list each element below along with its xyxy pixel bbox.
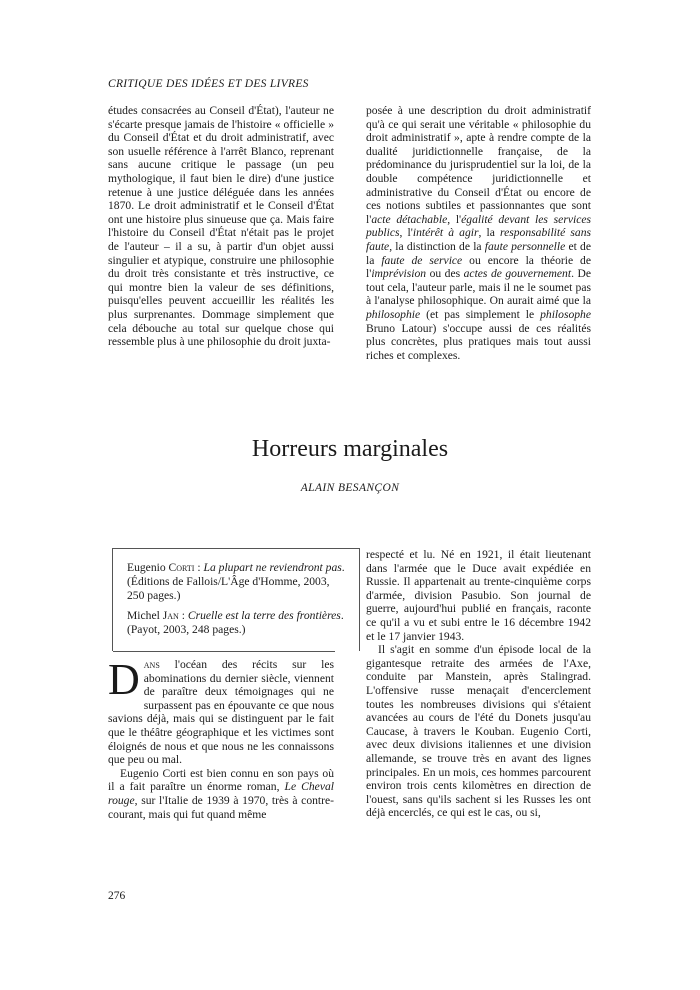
article-author: ALAIN BESANÇON <box>300 482 400 494</box>
page-number: 276 <box>108 890 126 902</box>
box-bottom-rule <box>113 651 335 652</box>
paragraph: Dans l'océan des récits sur les abominations du dernier siècle, viennent de paraître deux témoignages qui ne surpassent pas en épouvante ce que nous savions déjà, mais qui se distinguent par le fait que le théâtre géographique et les victimes sont éloignés de nous et que nous ne les connaissons que peu ou mal. <box>108 655 334 767</box>
paragraph: posée à une description du droit administratif qu'à ce qui serait une véritable « philosophie du droit administratif », apte à rendre compte de la dualité juridictionnelle française, de la prédominance du jurisprudentiel sur la loi, de la double compétence juridictionnelle et administrative du Conseil d'État ou encore de ces notions subtiles et passionnantes que sont l'acte détachable, l'égalité devant les services publics, l'intérêt à agir, la responsabilité sans faute, la distinction de la faute personnelle et de la faute de service ou encore la théorie de l'imprévision ou des actes de gouvernement. De tout cela, l'auteur parle, mais il ne le soumet pas à l'analyse philosophique. On aurait aimé que la philosophie (et pas simplement le philosophe Bruno Latour) s'occupe aussi de ces réalités plus concrètes, plus pratiques mais tout aussi riches et complexes. <box>366 104 592 362</box>
top-right-column <box>366 104 591 362</box>
paragraph: respecté et lu. Né en 1921, il était lieutenant dans l'armée que le Duce avait expédiée en Russie. Il appartenait au trente-cinquième corps d'armée, division Pasubio. Son journal de guerre, aujourd'hui publié en français, raconte ce qu'il a vu et subi entre le 16 décembre 1942 et le 17 janvier 1943. <box>366 548 591 643</box>
book-entry: Eugenio Corti : La plupart ne reviendront pas. (Éditions de Fallois/L'Âge d'Homme, 2003, 250 pages.) <box>127 561 345 602</box>
running-head: CRITIQUE DES IDÉES ET DES LIVRES <box>108 78 309 90</box>
drop-cap: D <box>108 655 140 704</box>
paragraph: Il s'agit en somme d'un épisode local de la gigantesque retraite des armées de l'Axe, conduite par Manstein, après Stalingrad. L'offensive russe menaçait d'encerclement toutes les nombreuses divisions qui s'étaient avancées au cours de l'été du Donets jusqu'au Caucase, à travers le Kouban. Eugenio Corti, avec deux divisions italiennes et une division allemande, se trouve très en avant des lignes principales. En un mois, ces hommes parcourent environ trois cents kilomètres en direction de l'ouest, sans qu'ils sachent si les Russes les ont déjà encerclés, ce qui est le cas, ou si, <box>366 643 591 820</box>
bottom-right-column <box>366 548 591 820</box>
top-left-column <box>108 104 334 349</box>
books-reviewed-box <box>112 548 360 651</box>
article-title: Horreurs marginales <box>251 436 449 462</box>
paragraph: études consacrées au Conseil d'État), l'auteur ne s'écarte presque jamais de l'histoire « officielle » du Conseil d'État et du droit administratif, avec son usuelle référence à l'arrêt Blanco, reprenant sans aucune critique le passage (un peu mythologique, il faut bien le dire) d'une justice retenue à une justice déléguée dans les années 1870. Le droit administratif et le Conseil d'État ont une histoire plus sinueuse que ça. Mais faire l'histoire du Conseil d'État n'était pas le projet de l'auteur – il a su, à partir d'un objet aussi singulier et atypique, construire une philosophie du droit très consistante et très instructive, ce qui montre bien la valeur de ses définitions, puisqu'elles peuvent accueillir les réalités les plus surprenantes. Dommage simplement que cela débouche au total sur quelque chose qui ressemble plus à une philosophie du droit juxta- <box>108 104 334 349</box>
bottom-left-column <box>108 655 334 821</box>
book-entry: Michel Jan : Cruelle est la terre des frontières. (Payot, 2003, 248 pages.) <box>127 609 344 636</box>
paragraph: Eugenio Corti est bien connu en son pays où il a fait paraître un énorme roman, Le Cheval rouge, sur l'Italie de 1939 à 1970, très à contre-courant, mais qui fut quand même <box>108 766 334 821</box>
